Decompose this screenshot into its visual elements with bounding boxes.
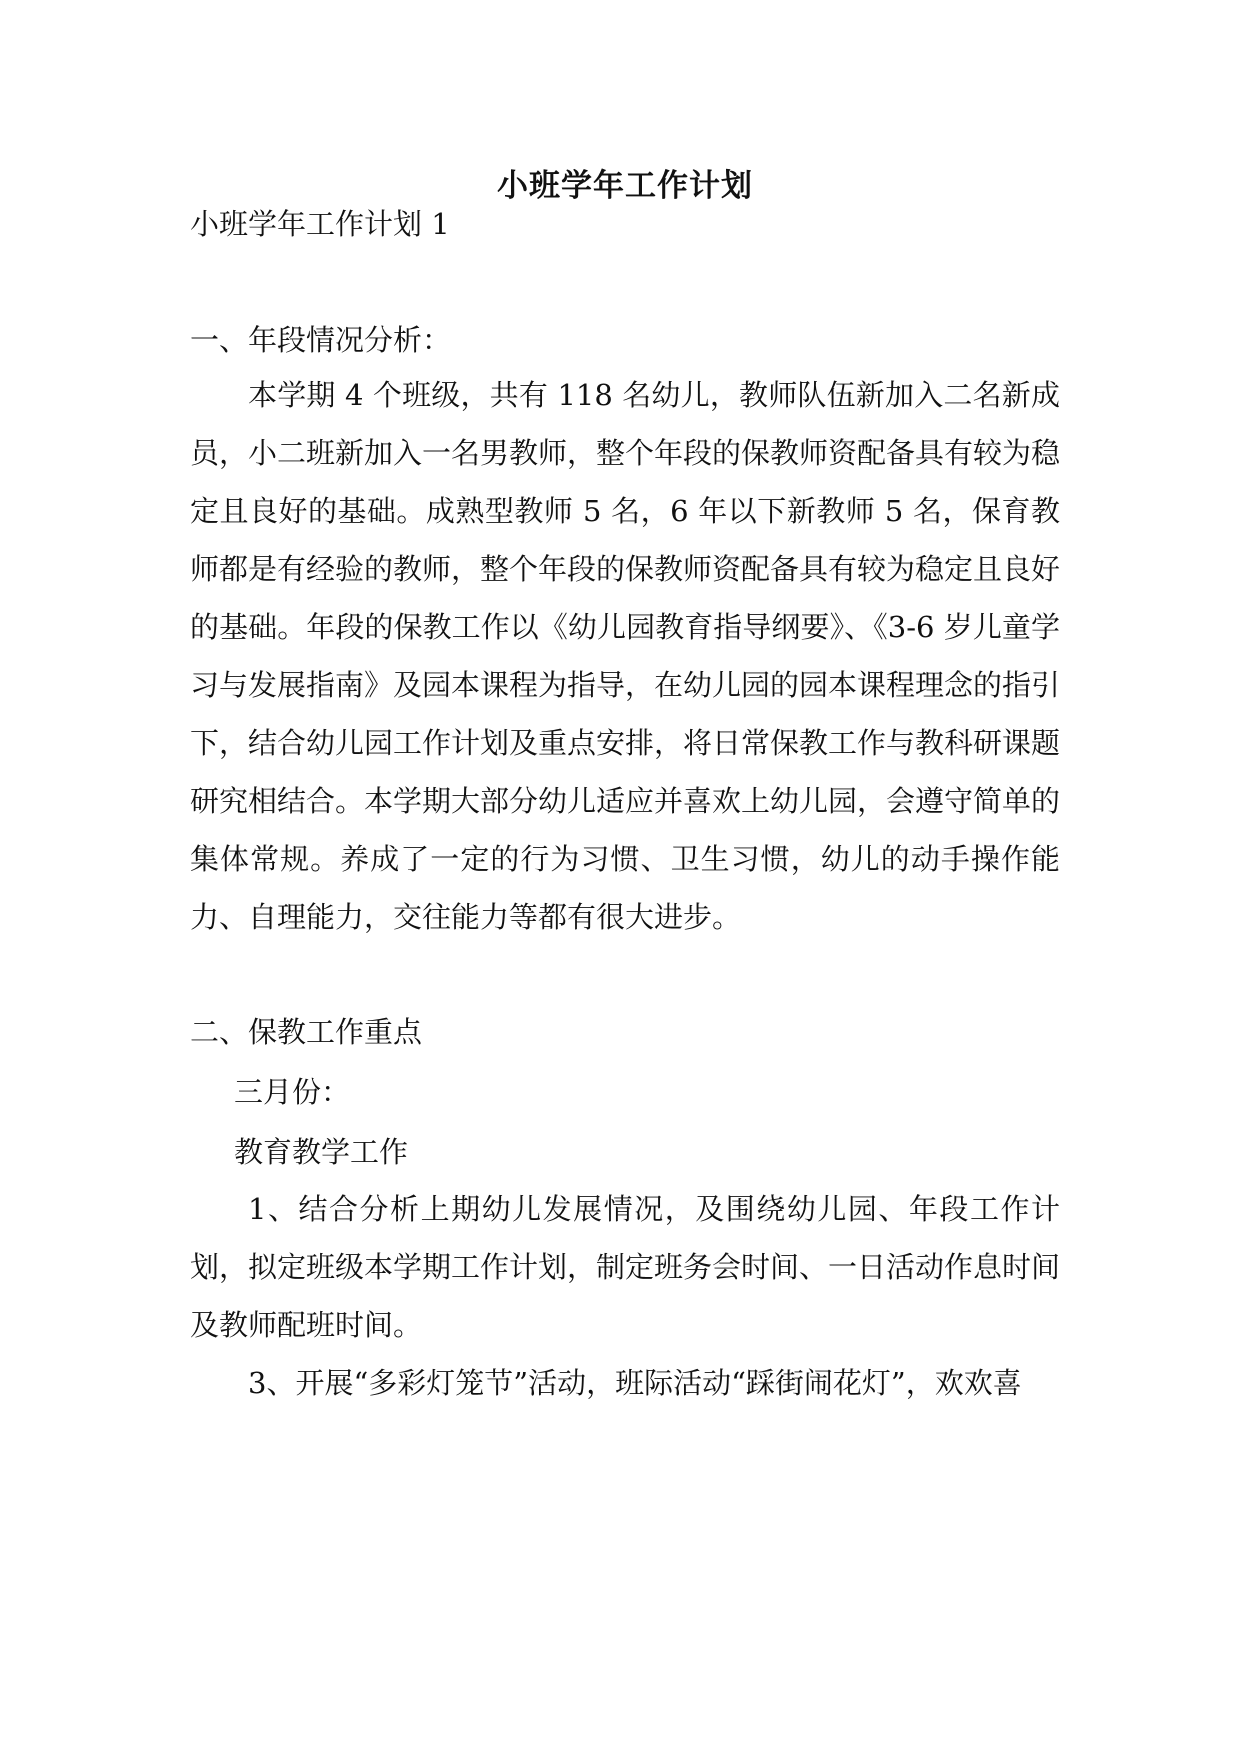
section2-item3: 3、开展“多彩灯笼节”活动，班际活动“踩街闹花灯”，欢欢喜 (248, 1366, 1022, 1400)
document-title: 小班学年工作计划 (497, 168, 753, 204)
section1-paragraph: 本学期 4 个班级，共有 118 名幼儿，教师队伍新加入二名新成员，小二班新加入一名男教师，整个年段的保教师资配备具有较为稳定且良好的基础。成熟型教师 5 名，6 年以下新教师 5 名，保育教师都是有经验的教师，整个年段的保教师资配备具有较为稳定且良好的基础。年段的保教工作以《幼儿园教育指导纲要》、《3-6 岁儿童学习与发展指南》及园本课程为指导，在幼儿园的园本课程理念的指引下，结合幼儿园工作计划及重点安排，将日常保教工作与教科研课题研究相结合。本学期大部分幼儿适应并喜欢上幼儿园，会遵守简单的集体常规。养成了一定的行为习惯、卫生习惯，幼儿的动手操作能力、自理能力，交往能力等都有很大进步。 (190, 378, 1061, 934)
section2-month: 三月份： (234, 1075, 351, 1109)
section2-heading: 二、保教工作重点 (190, 1015, 423, 1049)
document-subtitle: 小班学年工作计划 1 (190, 207, 450, 241)
section2-item1: 1、结合分析上期幼儿发展情况，及围绕幼儿园、年段工作计划，拟定班级本学期工作计划，制定班务会时间、一日活动作息时间及教师配班时间。 (190, 1192, 1061, 1342)
section2-subheading: 教育教学工作 (234, 1135, 409, 1169)
section1-heading: 一、年段情况分析： (190, 323, 452, 357)
